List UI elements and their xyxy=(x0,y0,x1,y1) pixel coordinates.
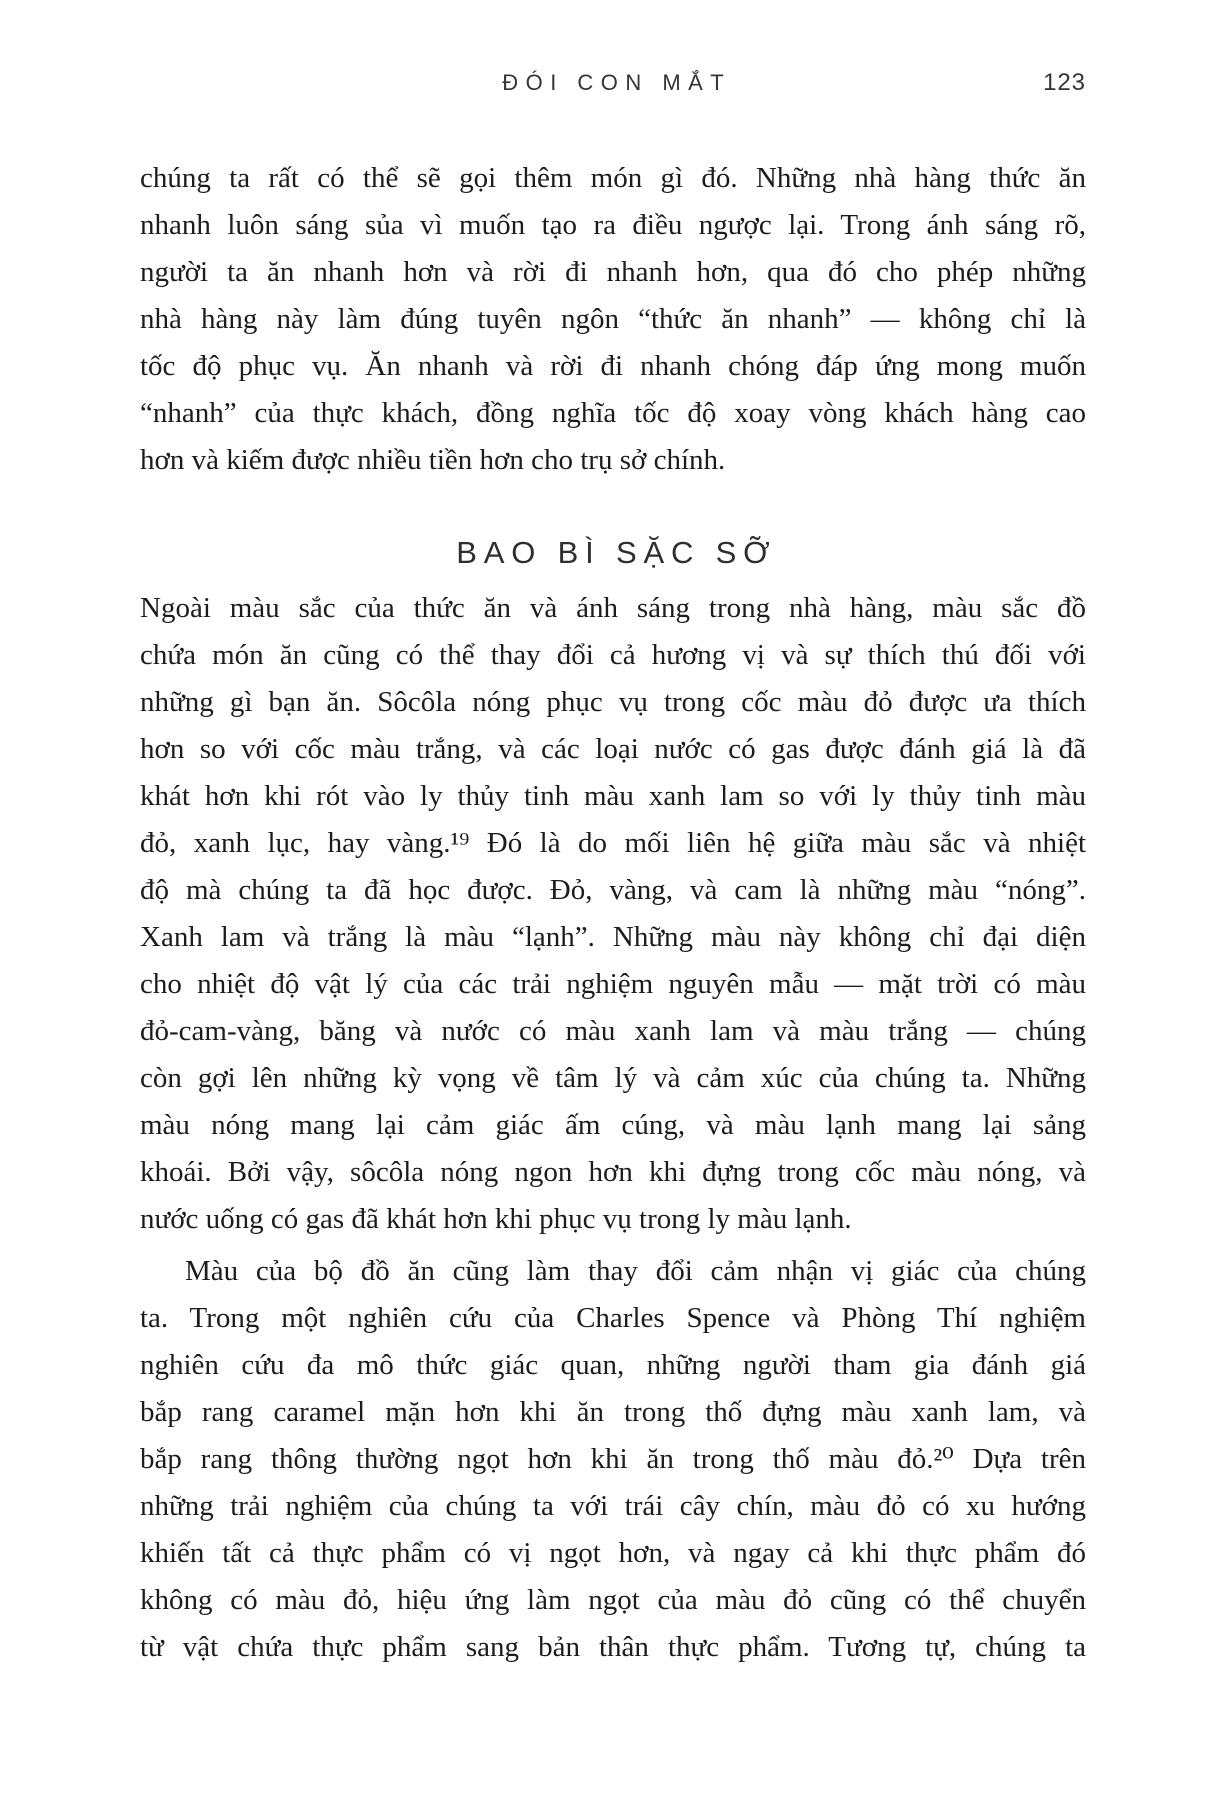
running-title: ĐÓI CON MẮT xyxy=(502,70,732,95)
body-text xyxy=(140,155,1086,1671)
text-line: tốc độ phục vụ. Ăn nhanh và rời đi nhanh chóng đáp ứng mong muốn xyxy=(140,350,1086,382)
text-line: độ mà chúng ta đã học được. Đỏ, vàng, và cam là những màu “nóng”. xyxy=(140,874,1086,906)
text-line: bắp rang caramel mặn hơn khi ăn trong thố đựng màu xanh lam, và xyxy=(140,1396,1086,1428)
text-line: nghiên cứu đa mô thức giác quan, những người tham gia đánh giá xyxy=(140,1349,1086,1381)
text-line: đỏ, xanh lục, hay vàng.¹⁹ Đó là do mối liên hệ giữa màu sắc và nhiệt xyxy=(140,827,1086,859)
paragraph-2 xyxy=(140,585,1086,1243)
text-line: màu nóng mang lại cảm giác ấm cúng, và màu lạnh mang lại sảng xyxy=(140,1109,1086,1141)
text-line: ta. Trong một nghiên cứu của Charles Spence và Phòng Thí nghiệm xyxy=(140,1302,1086,1334)
text-line: chứa món ăn cũng có thể thay đổi cả hương vị và sự thích thú đối với xyxy=(140,639,1086,671)
page-header xyxy=(140,70,1086,102)
page-number: 123 xyxy=(1043,69,1086,96)
text-line: nước uống có gas đã khát hơn khi phục vụ trong ly màu lạnh. xyxy=(140,1203,852,1235)
paragraph-3 xyxy=(140,1248,1086,1671)
text-line: không có màu đỏ, hiệu ứng làm ngọt của màu đỏ cũng có thể chuyển xyxy=(140,1584,1086,1616)
text-line: những gì bạn ăn. Sôcôla nóng phục vụ trong cốc màu đỏ được ưa thích xyxy=(140,686,1086,718)
text-line: nhà hàng này làm đúng tuyên ngôn “thức ăn nhanh” — không chỉ là xyxy=(140,303,1086,335)
text-line: khát hơn khi rót vào ly thủy tinh màu xanh lam so với ly thủy tinh màu xyxy=(140,780,1086,812)
text-line: còn gợi lên những kỳ vọng về tâm lý và cảm xúc của chúng ta. Những xyxy=(140,1062,1086,1094)
text-line: bắp rang thông thường ngọt hơn khi ăn trong thố màu đỏ.²⁰ Dựa trên xyxy=(140,1443,1086,1475)
text-line: hơn so với cốc màu trắng, và các loại nước có gas được đánh giá là đã xyxy=(140,733,1086,765)
text-line: từ vật chứa thực phẩm sang bản thân thực phẩm. Tương tự, chúng ta xyxy=(140,1631,1086,1663)
text-line: người ta ăn nhanh hơn và rời đi nhanh hơn, qua đó cho phép những xyxy=(140,256,1086,288)
text-line: khiến tất cả thực phẩm có vị ngọt hơn, và ngay cả khi thực phẩm đó xyxy=(140,1537,1086,1569)
text-line: Màu của bộ đồ ăn cũng làm thay đổi cảm nhận vị giác của chúng xyxy=(185,1255,1086,1287)
text-line: Ngoài màu sắc của thức ăn và ánh sáng trong nhà hàng, màu sắc đồ xyxy=(140,592,1086,624)
paragraph-1 xyxy=(140,155,1086,484)
text-line: những trải nghiệm của chúng ta với trái cây chín, màu đỏ có xu hướng xyxy=(140,1490,1086,1522)
text-line: “nhanh” của thực khách, đồng nghĩa tốc độ xoay vòng khách hàng cao xyxy=(140,397,1086,429)
text-line: Xanh lam và trắng là màu “lạnh”. Những màu này không chỉ đại diện xyxy=(140,921,1086,953)
text-line: hơn và kiếm được nhiều tiền hơn cho trụ sở chính. xyxy=(140,444,726,476)
text-line: nhanh luôn sáng sủa vì muốn tạo ra điều ngược lại. Trong ánh sáng rõ, xyxy=(140,209,1086,241)
text-line: khoái. Bởi vậy, sôcôla nóng ngon hơn khi đựng trong cốc màu nóng, và xyxy=(140,1156,1086,1188)
section-heading: BAO BÌ SẶC SỠ xyxy=(456,535,777,570)
text-line: cho nhiệt độ vật lý của các trải nghiệm nguyên mẫu — mặt trời có màu xyxy=(140,968,1086,1000)
text-line: đỏ-cam-vàng, băng và nước có màu xanh lam và màu trắng — chúng xyxy=(140,1015,1086,1047)
text-line: chúng ta rất có thể sẽ gọi thêm món gì đó. Những nhà hàng thức ăn xyxy=(140,162,1086,194)
